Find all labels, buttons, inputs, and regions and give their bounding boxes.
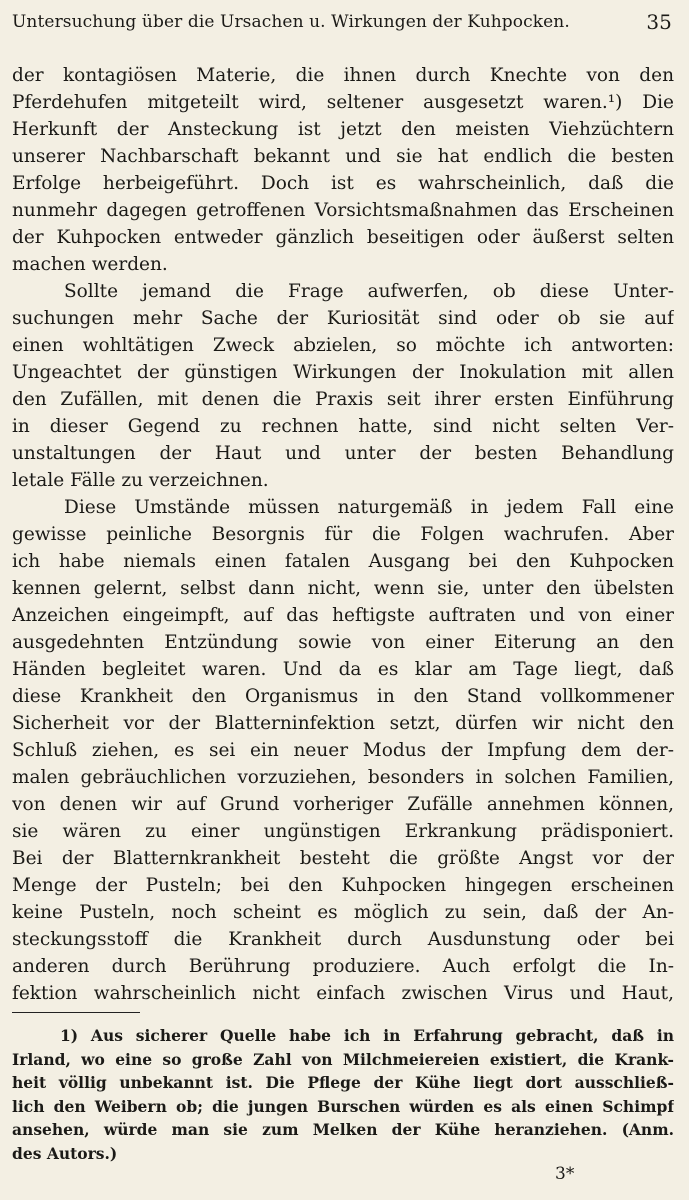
footnote-line: 1) Aus sicherer Quelle habe ich in Erfahrung gebracht, daß in (60, 1026, 674, 1045)
text-line: diese Krankheit den Organismus in den Stand vollkommener (12, 686, 674, 707)
text-line: steckungsstoff die Krankheit durch Ausdunstung oder bei (12, 929, 674, 950)
footnote-line: Irland, wo eine so große Zahl von Milchmeiereien existiert, die Krank- (12, 1049, 674, 1069)
text-line: Ungeachtet der günstigen Wirkungen der Inokulation mit allen (12, 362, 674, 383)
text-line: fektion wahrscheinlich nicht einfach zwischen Virus und Haut, (12, 983, 674, 1004)
text-line: den Zufällen, mit denen die Praxis seit ihrer ersten Einführung (12, 389, 674, 410)
text-line: machen werden. (12, 254, 168, 275)
running-header (12, 10, 672, 38)
text-line: ausgedehnten Entzündung sowie von einer Eiterung an den (12, 632, 674, 653)
text-line: Pferdehufen mitgeteilt wird, seltener ausgesetzt waren.¹) Die (12, 92, 674, 113)
footnote-line: lich den Weibern ob; die jungen Burschen würden es als einen Schimpf (12, 1096, 674, 1116)
text-line: unserer Nachbarschaft bekannt und sie hat endlich die besten (12, 146, 674, 167)
text-line: anderen durch Berührung produziere. Auch erfolgt die In- (12, 956, 674, 977)
text-line: suchungen mehr Sache der Kuriosität sind oder ob sie auf (12, 308, 674, 329)
text-line: nunmehr dagegen getroffenen Vorsichtsmaßnahmen das Erscheinen (12, 200, 674, 221)
text-line: in dieser Gegend zu rechnen hatte, sind nicht selten Ver- (12, 416, 674, 437)
text-line: Anzeichen eingeimpft, auf das heftigste auftraten und von einer (12, 605, 674, 626)
text-line: kennen gelernt, selbst dann nicht, wenn sie, unter den übelsten (12, 578, 674, 599)
text-line: ich habe niemals einen fatalen Ausgang bei den Kuhpocken (12, 551, 674, 572)
text-line: keine Pusteln, noch scheint es möglich zu sein, daß der An- (12, 902, 674, 923)
text-line: gewisse peinliche Besorgnis für die Folgen wachrufen. Aber (12, 524, 674, 545)
footnote (12, 1024, 674, 1165)
footnote-line: ansehen, würde man sie zum Melken der Kühe heranziehen. (Anm. (12, 1120, 674, 1139)
text-line: Diese Umstände müssen naturgemäß in jedem Fall eine (64, 497, 674, 518)
text-line: der kontagiösen Materie, die ihnen durch Knechte von den (12, 65, 674, 86)
footnote-line: des Autors.) (12, 1143, 118, 1163)
text-line: Bei der Blatternkrankheit besteht die größte Angst vor der (12, 848, 674, 869)
footnote-line: heit völlig unbekannt ist. Die Pflege der Kühe liegt dort ausschließ- (12, 1073, 674, 1092)
text-line: unstaltungen der Haut und unter der besten Behandlung (12, 443, 674, 464)
text-line: letale Fälle zu verzeichnen. (12, 470, 269, 491)
text-line: Schluß ziehen, es sei ein neuer Modus der Impfung dem der- (12, 740, 674, 761)
text-line: sie wären zu einer ungünstigen Erkrankung prädisponiert. (12, 821, 674, 842)
text-line: Händen begleitet waren. Und da es klar am Tage liegt, daß (12, 659, 674, 680)
text-line: von denen wir auf Grund vorheriger Zufälle annehmen können, (12, 794, 674, 815)
text-line: Sollte jemand die Frage aufwerfen, ob diese Unter- (64, 281, 674, 302)
text-line: malen gebräuchlichen vorzuziehen, besonders in solchen Familien, (12, 767, 674, 788)
footnote-divider (12, 1012, 140, 1013)
text-line: Erfolge herbeigeführt. Doch ist es wahrscheinlich, daß die (12, 173, 674, 194)
running-title: Untersuchung über die Ursachen u. Wirkungen der Kuhpocken. (12, 12, 570, 32)
text-line: Sicherheit vor der Blatterninfektion setzt, dürfen wir nicht den (12, 713, 674, 734)
text-line: Menge der Pusteln; bei den Kuhpocken hingegen erscheinen (12, 875, 674, 896)
text-line: der Kuhpocken entweder gänzlich beseitigen oder äußerst selten (12, 227, 674, 248)
body-text (12, 62, 674, 1007)
page-number: 35 (646, 10, 672, 34)
text-line: Herkunft der Ansteckung ist jetzt den meisten Viehzüchtern (12, 119, 674, 140)
signature-mark: 3* (555, 1164, 575, 1184)
text-line: einen wohltätigen Zweck abzielen, so möchte ich antworten: (12, 335, 674, 356)
